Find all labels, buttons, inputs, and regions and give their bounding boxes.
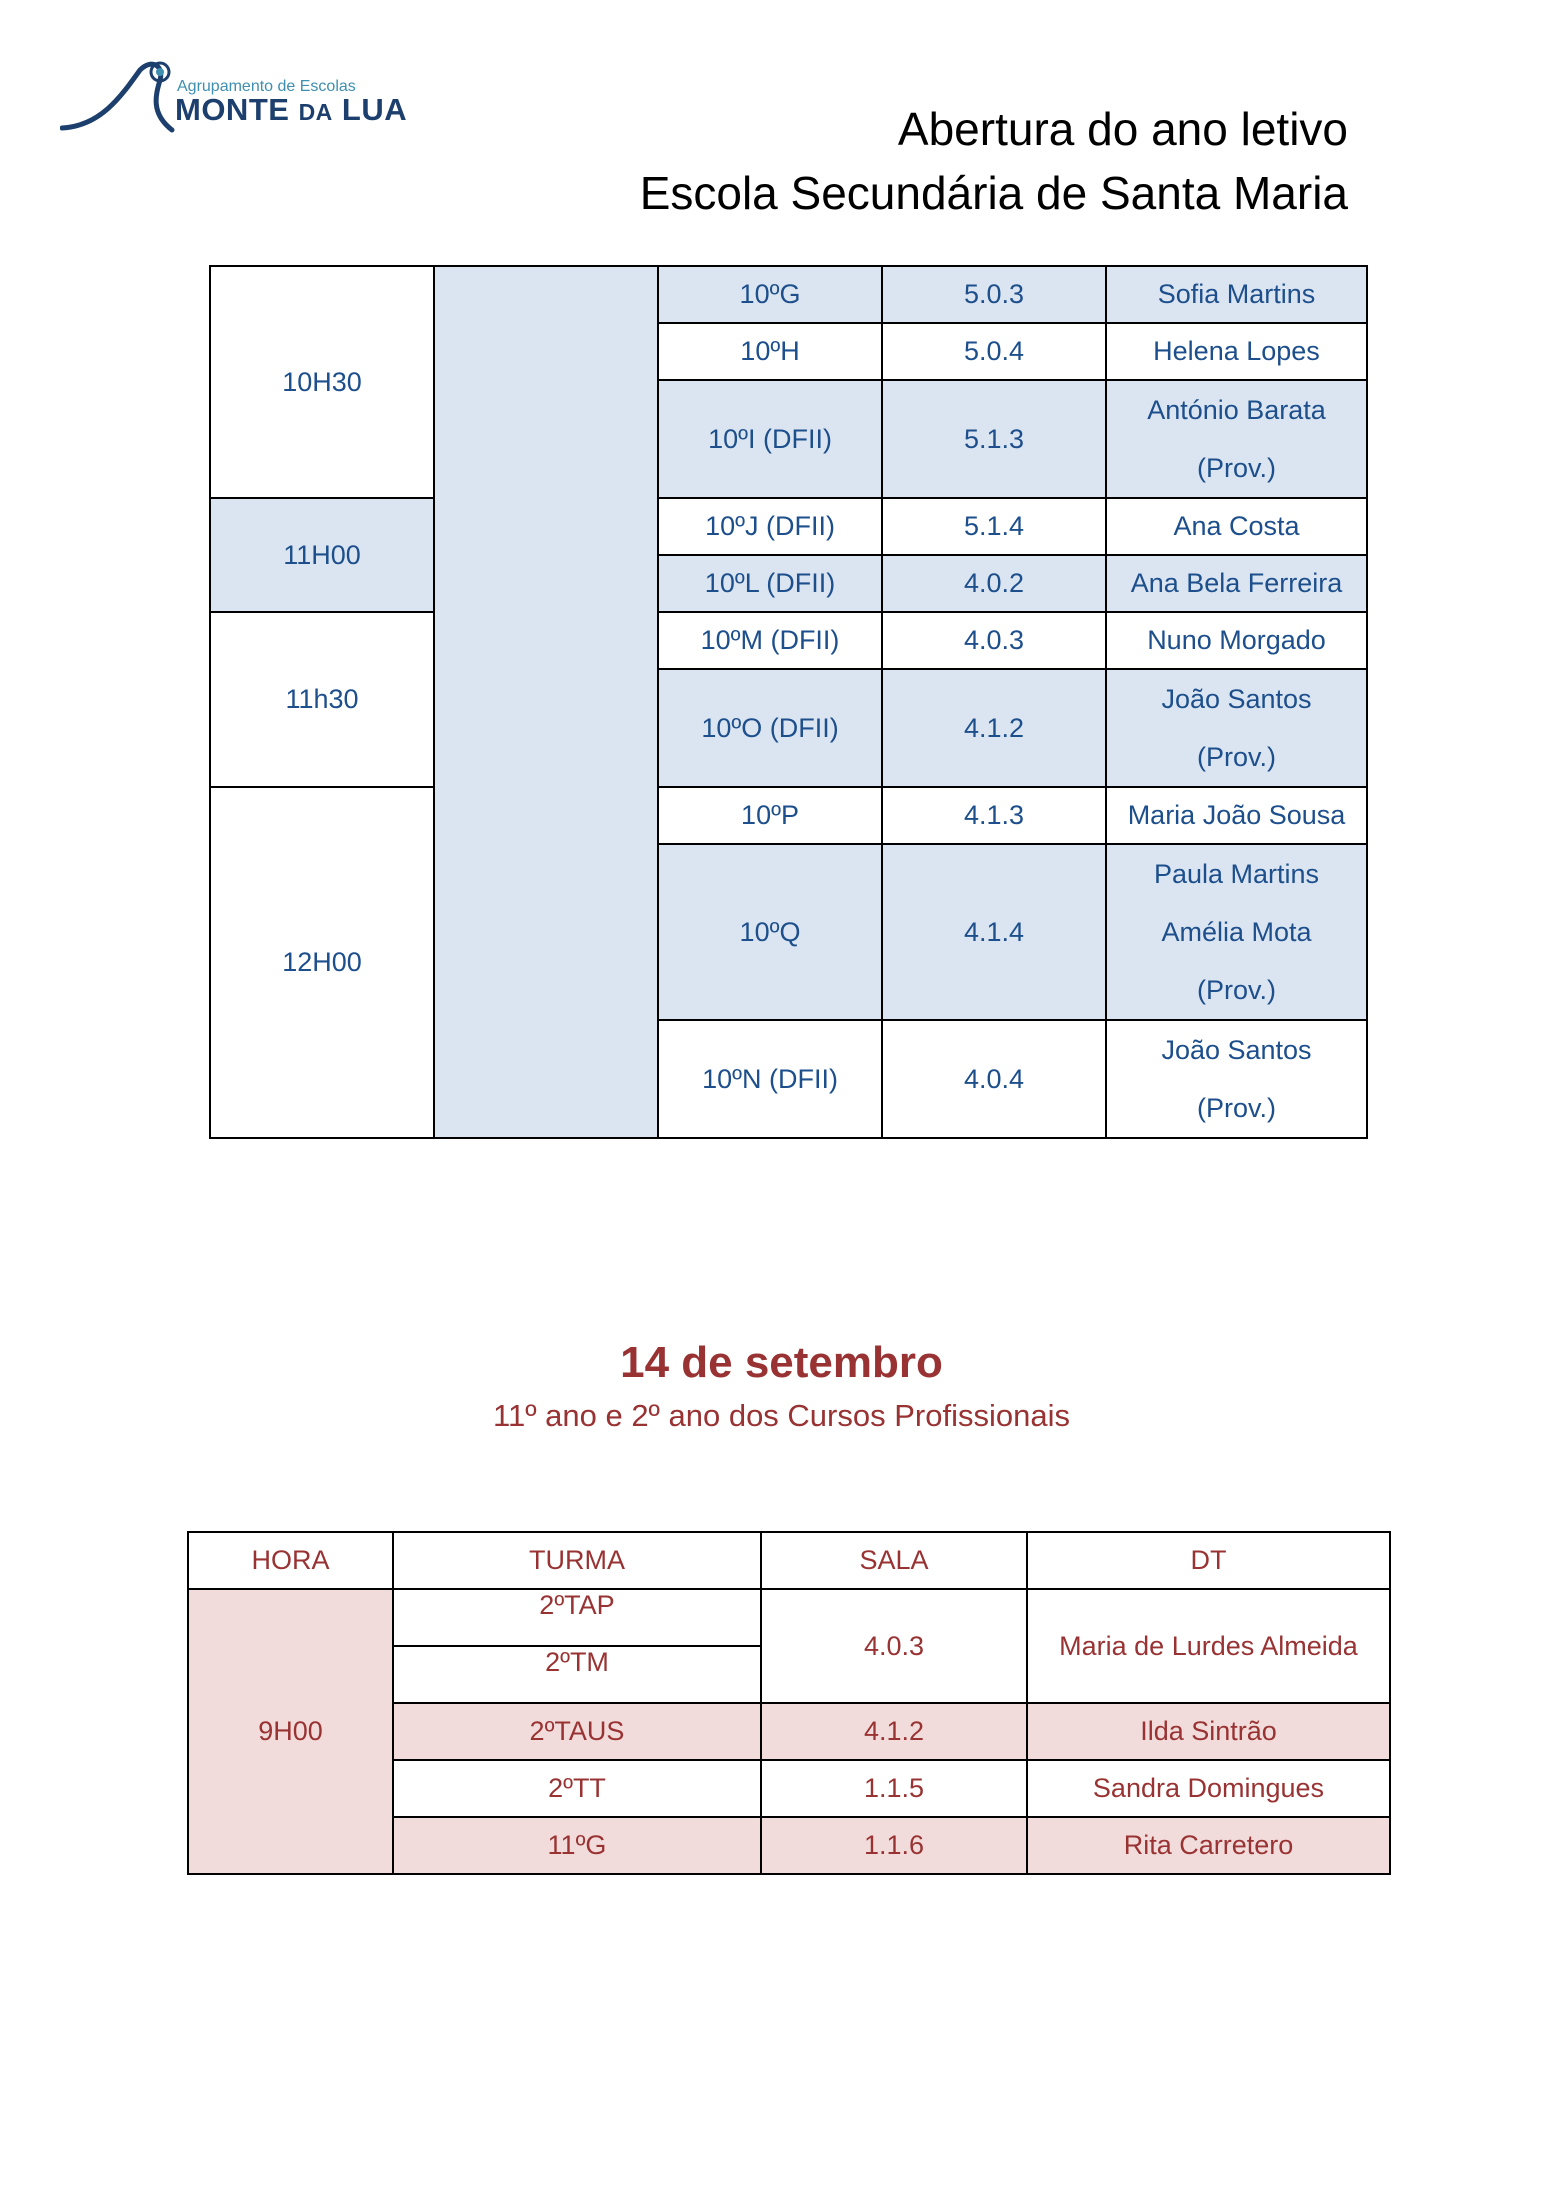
turma-cell: 2ºTT <box>393 1760 761 1817</box>
title-line-2: Escola Secundária de Santa Maria <box>639 167 1348 219</box>
sala-cell: 4.1.3 <box>882 787 1106 844</box>
header-dt: DT <box>1027 1532 1390 1589</box>
header-sala: SALA <box>761 1532 1027 1589</box>
dt-line: (Prov.) <box>1197 453 1276 483</box>
turma-cell: 10ºJ (DFII) <box>658 498 882 555</box>
dt-line: João Santos <box>1161 1035 1312 1065</box>
table-row <box>210 266 1367 323</box>
logo-name-part1: MONTE <box>175 92 299 127</box>
blank-column-cell <box>434 266 658 1138</box>
sala-cell: 5.1.4 <box>882 498 1106 555</box>
turma-cell: 2ºTAP <box>393 1589 761 1646</box>
table-row <box>210 612 1367 669</box>
dt-cell <box>1106 844 1367 1020</box>
dt-line: (Prov.) <box>1197 1093 1276 1123</box>
logo-swoosh-icon <box>60 58 180 148</box>
sala-cell: 4.0.3 <box>882 612 1106 669</box>
dt-cell <box>1106 380 1367 498</box>
turma-cell: 10ºQ <box>658 844 882 1020</box>
turma-cell: 10ºI (DFII) <box>658 380 882 498</box>
dt-cell: Helena Lopes <box>1106 323 1367 380</box>
time-cell: 10H30 <box>210 266 434 498</box>
table-header-row <box>188 1532 1390 1589</box>
section-date: 14 de setembro <box>620 1338 943 1387</box>
dt-cell <box>1106 669 1367 787</box>
turma-cell: 10ºL (DFII) <box>658 555 882 612</box>
dt-cell: Sandra Domingues <box>1027 1760 1390 1817</box>
dt-line: (Prov.) <box>1197 975 1276 1005</box>
turma-cell: 10ºH <box>658 323 882 380</box>
turma-cell: 10ºP <box>658 787 882 844</box>
title-line-1: Abertura do ano letivo <box>897 103 1348 155</box>
table-row <box>210 787 1367 844</box>
dt-line: Paula Martins <box>1153 859 1320 889</box>
sala-cell: 4.0.3 <box>761 1589 1027 1703</box>
dt-cell: Maria de Lurdes Almeida <box>1027 1589 1390 1703</box>
turma-cell: 10ºO (DFII) <box>658 669 882 787</box>
dt-cell: Maria João Sousa <box>1106 787 1367 844</box>
dt-cell: Ana Bela Ferreira <box>1106 555 1367 612</box>
turma-cell: 10ºG <box>658 266 882 323</box>
time-cell: 9H00 <box>188 1589 393 1874</box>
dt-line: António Barata <box>1147 395 1326 425</box>
time-cell: 11H00 <box>210 498 434 612</box>
school-logo <box>60 58 440 148</box>
dt-cell <box>1106 1020 1367 1138</box>
dt-line: (Prov.) <box>1197 742 1276 772</box>
dt-cell: Rita Carretero <box>1027 1817 1390 1874</box>
turma-cell: 2ºTAUS <box>393 1703 761 1760</box>
sala-cell: 5.0.3 <box>882 266 1106 323</box>
logo-name <box>175 92 407 128</box>
page-title <box>640 97 1348 225</box>
section-subtitle: 11º ano e 2º ano dos Cursos Profissionais <box>493 1398 1070 1433</box>
sala-cell: 4.0.4 <box>882 1020 1106 1138</box>
time-cell: 11h30 <box>210 612 434 787</box>
sala-cell: 1.1.6 <box>761 1817 1027 1874</box>
header-hora: HORA <box>188 1532 393 1589</box>
sala-cell: 4.1.2 <box>761 1703 1027 1760</box>
schedule-table-11th-grade <box>187 1531 1391 1875</box>
sala-cell: 4.1.2 <box>882 669 1106 787</box>
time-cell: 12H00 <box>210 787 434 1138</box>
turma-cell: 2ºTM <box>393 1646 761 1703</box>
sala-cell: 4.0.2 <box>882 555 1106 612</box>
turma-cell: 10ºM (DFII) <box>658 612 882 669</box>
logo-name-part2: DA <box>298 99 333 125</box>
dt-cell: Ana Costa <box>1106 498 1367 555</box>
dt-cell: Sofia Martins <box>1106 266 1367 323</box>
turma-cell: 11ºG <box>393 1817 761 1874</box>
logo-top-line: Agrupamento de Escolas <box>177 78 356 95</box>
header-turma: TURMA <box>393 1532 761 1589</box>
logo-name-part3: LUA <box>332 92 408 127</box>
sala-cell: 1.1.5 <box>761 1760 1027 1817</box>
dt-cell: Ilda Sintrão <box>1027 1703 1390 1760</box>
dt-line: Amélia Mota <box>1161 917 1312 947</box>
table-row <box>210 498 1367 555</box>
schedule-table-10th-grade <box>209 265 1368 1139</box>
sala-cell: 5.1.3 <box>882 380 1106 498</box>
turma-cell: 10ºN (DFII) <box>658 1020 882 1138</box>
sala-cell: 4.1.4 <box>882 844 1106 1020</box>
dt-line: João Santos <box>1161 684 1312 714</box>
sala-cell: 5.0.4 <box>882 323 1106 380</box>
dt-cell: Nuno Morgado <box>1106 612 1367 669</box>
